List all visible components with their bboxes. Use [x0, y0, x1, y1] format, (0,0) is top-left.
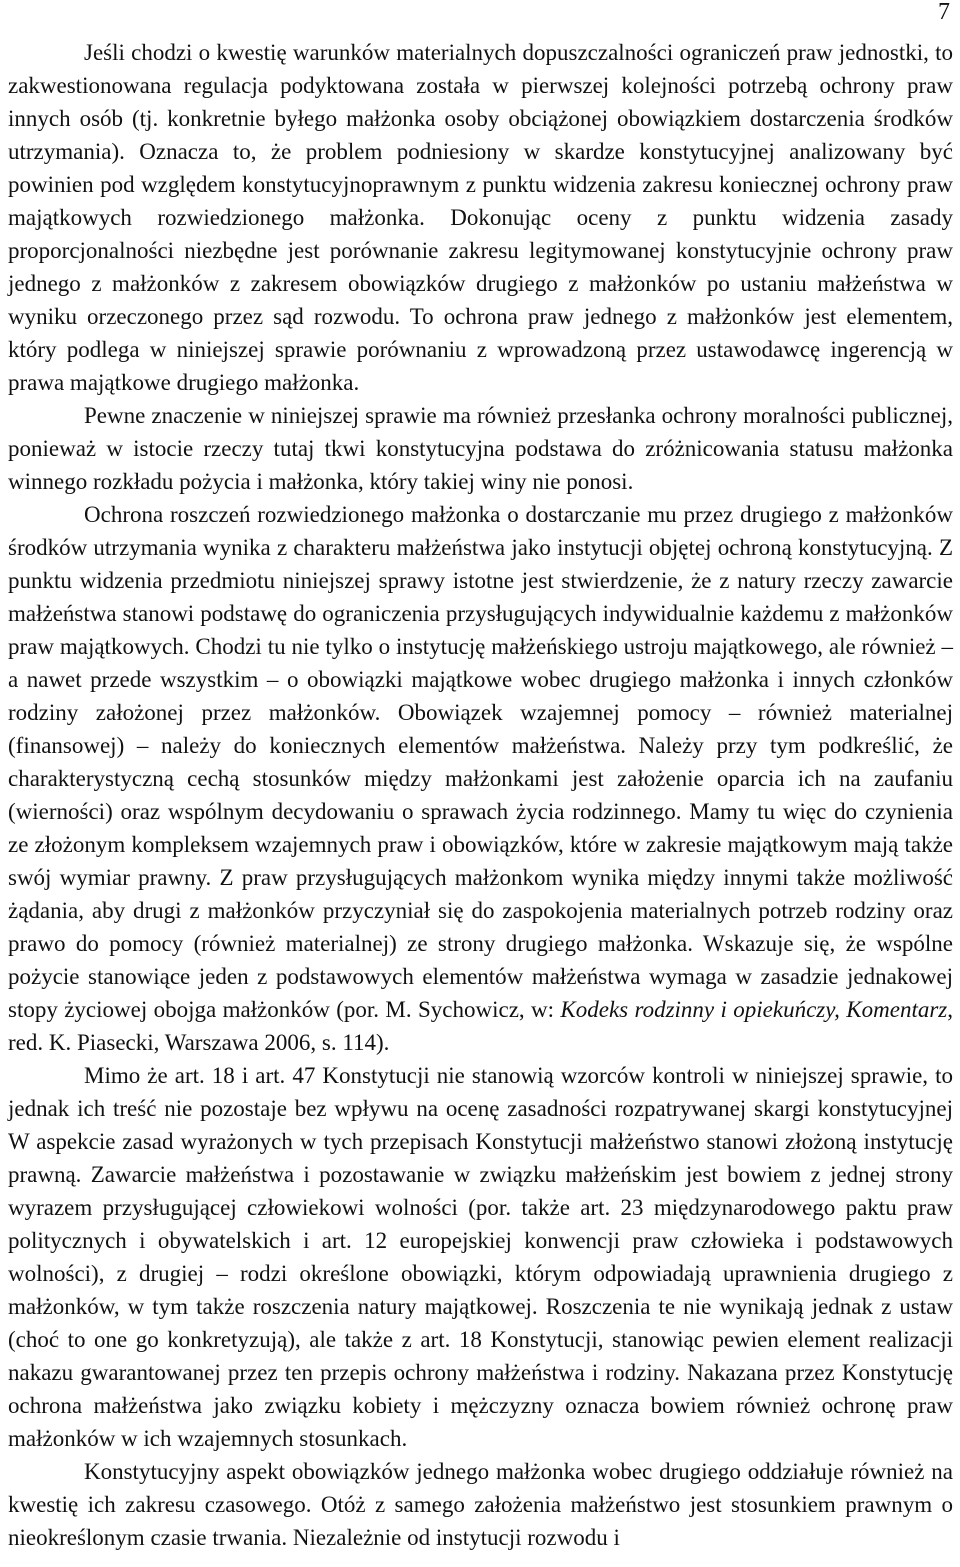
paragraph-5: Konstytucyjny aspekt obowiązków jednego małżonka wobec drugiego oddziałuje również na kwestię ich zakresu czasowego. Otóż z samego założenia małżeństwo jest stosunkiem prawnym o nieokreślonym czasie trwania. Niezależnie od instytucji rozwodu i — [8, 1459, 953, 1550]
paragraph-3-text: Ochrona roszczeń rozwiedzionego małżonka o dostarczanie mu przez drugiego z małżonków środków utrzymania wynika z charakteru małżeństwa jako instytucji objętej ochroną konstytucyjną. Z punktu widzenia przedmiotu niniejszej sprawy istotne jest stwierdzenie, że z natury rzeczy zawarcie małżeństwa stanowi podstawę do ograniczenia przysługujących indywidualnie każdemu z małżonków praw majątkowych. Chodzi tu nie tylko o instytucję małżeńskiego ustroju majątkowego, ale również – a nawet przede wszystkim – o obowiązki majątkowe wobec drugiego małżonka i innych członków rodziny założonej przez małżonków. Obowiązek wzajemnej pomocy – również materialnej (finansowej) – należy do koniecznych elementów małżeństwa. Należy przy tym podkreślić, że charakterystyczną cechą stosunków między małżonkami jest założenie oparcia ich na zaufaniu (wierności) oraz wspólnym decydowaniu o sprawach życia rodzinnego. Mamy tu więc do czynienia ze złożonym kompleksem wzajemnych praw i obowiązków, które w zakresie majątkowym mają także swój wymiar prawny. Z praw przysługujących małżonkom wynika między innymi także możliwość żądania, aby drugi z małżonków przyczyniał się do zaspokojenia materialnych potrzeb rodziny oraz prawo do pomocy (również materialnej) ze strony drugiego małżonka. Wskazuje się, że wspólne pożycie stanowiące jeden z podstawowych elementów małżeństwa wymaga w zasadzie jednakowej stopy życiowej obojga małżonków (por. M. Sychowicz, w: — [8, 502, 953, 1022]
paragraph-1: Jeśli chodzi o kwestię warunków materialnych dopuszczalności ograniczeń praw jednostki, to zakwestionowana regulacja podyktowana została w pierwszej kolejności potrzebą ochrony praw innych osób (tj. konkretnie byłego małżonka osoby obciążonej obowiązkiem dostarczenia środków utrzymania). Oznacza to, że problem podniesiony w skardze konstytucyjnej analizowany być powinien pod względem konstytucyjnoprawnym z punktu widzenia zakresu koniecznej ochrony praw majątkowych rozwiedzionego małżonka. Dokonując oceny z punktu widzenia zasady proporcjonalności niezbędne jest porównanie zakresu legitymowanej konstytucyjnie ochrony praw jednego z małżonków z zakresem obowiązków drugiego z małżonków po ustaniu małżeństwa w wyniku orzeczonego przez sąd rozwodu. To ochrona praw jednego z małżonków jest elementem, który podlega w niniejszej sprawie porównaniu z wprowadzoną przez ustawodawcę ingerencją w prawa majątkowe drugiego małżonka. — [8, 40, 953, 395]
paragraph-2: Pewne znaczenie w niniejszej sprawie ma również przesłanka ochrony moralności publicznej, ponieważ w istocie rzeczy tutaj tkwi konstytucyjna podstawa do zróżnicowania statusu małżonka winnego rozkładu pożycia i małżonka, który takiej winy nie ponosi. — [8, 403, 953, 494]
paragraph-3 — [8, 498, 953, 1059]
document-body — [8, 36, 953, 1554]
citation-title: Kodeks rodzinny i opiekuńczy, Komentarz — [560, 997, 948, 1022]
page-number: 7 — [938, 0, 950, 25]
paragraph-4: Mimo że art. 18 i art. 47 Konstytucji nie stanowią wzorców kontroli w niniejszej sprawie, to jednak ich treść nie pozostaje bez wpływu na ocenę zasadności rozpatrywanej skargi konstytucyjnej W aspekcie zasad wyrażonych w tych przepisach Konstytucji małżeństwo stanowi złożoną instytucję prawną. Zawarcie małżeństwa i pozostawanie w związku małżeńskim jest bowiem z jednej strony wyrazem przysługującej człowiekowi wolności (por. także art. 23 międzynarodowego paktu praw politycznych i obywatelskich i art. 12 europejskiej konwencji praw człowieka i podstawowych wolności), z drugiej – rodzi określone obowiązki, którym odpowiadają uprawnienia drugiego z małżonków, w tym także roszczenia natury majątkowej. Roszczenia te nie wynikają jednak z ustaw (choć to one go konkretyzują), ale także z art. 18 Konstytucji, stanowiąc pewien element realizacji nakazu gwarantowanej przez ten przepis ochrony małżeństwa i rodziny. Nakazana przez Konstytucję ochrona małżeństwa jako związku kobiety i mężczyzny oznacza bowiem również ochronę praw małżonków w ich wzajemnych stosunkach. — [8, 1063, 953, 1451]
paragraph-3-citation-tail: , red. K. Piasecki, Warszawa 2006, s. 114). — [8, 997, 953, 1055]
